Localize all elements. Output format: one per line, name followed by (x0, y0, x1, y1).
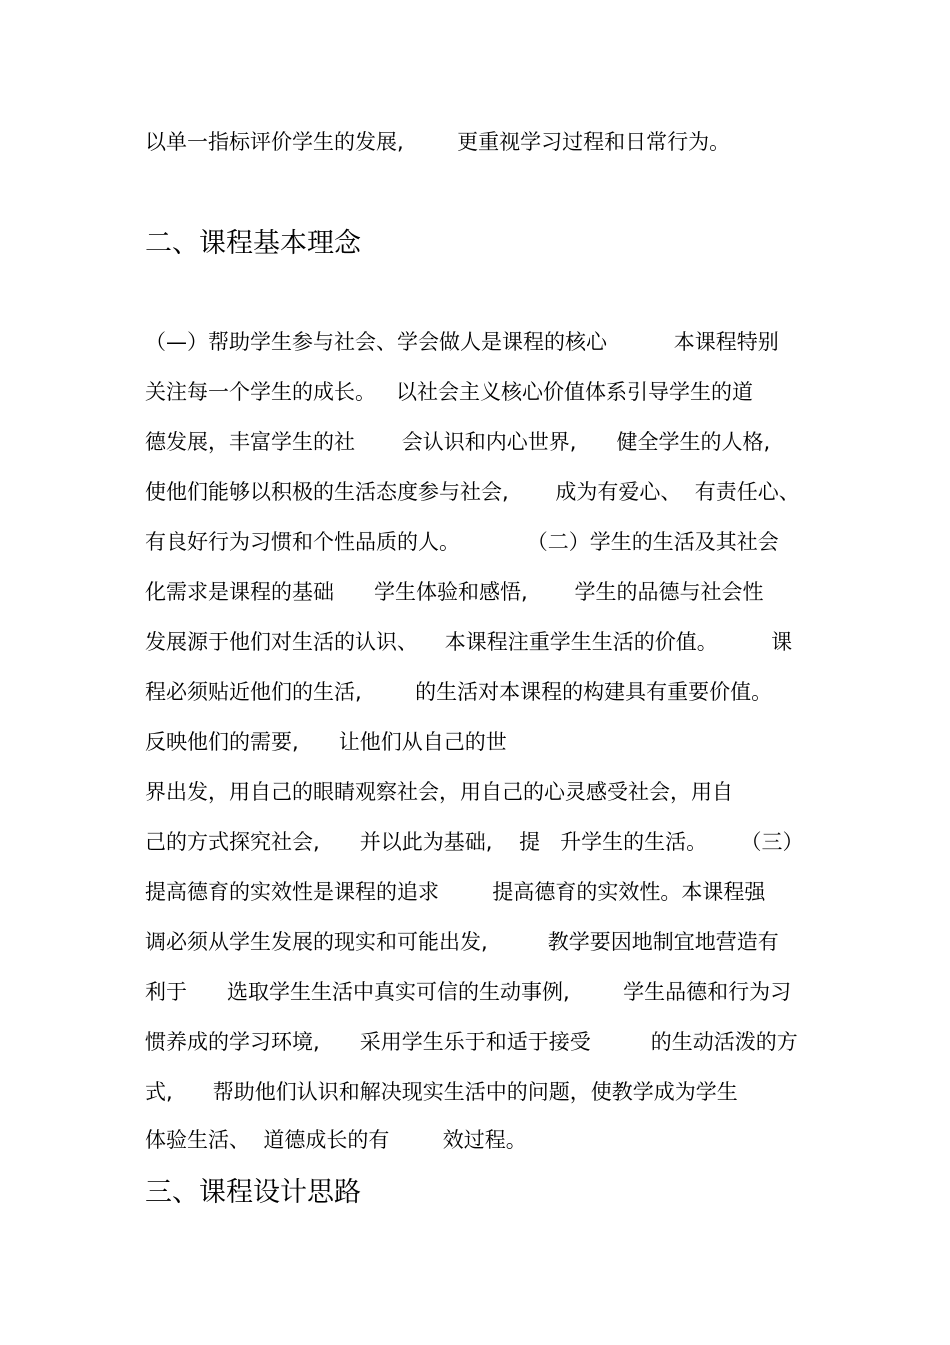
body-line: 式, 帮助他们认识和解决现实生活中的问题，使教学成为学生 (145, 1080, 738, 1104)
body-line: 体验生活、 道德成长的有 效过程。 (145, 1128, 527, 1152)
body-line: 德发展，丰富学生的社 会认识和内心世界, 健全学生的人格, (145, 430, 771, 454)
body-line: 使他们能够以积极的生活态度参与社会, 成为有爱心、 有责任心、 (145, 480, 800, 504)
body-line: 有良好行为习惯和个性品质的人。 （二）学生的生活及其社会 (145, 530, 779, 554)
section-heading-2: 二、课程基本理念 (145, 228, 361, 259)
body-line: 关注每一个学生的成长。 以社会主义核心价值体系引导学生的道 (145, 380, 754, 404)
body-line: 利于 选取学生生活中真实可信的生动事例, 学生品德和行为习 (145, 980, 792, 1004)
body-line: 提高德育的实效性是课程的追求 提高德育的实效性。本课程强 (145, 880, 766, 904)
body-line: 化需求是课程的基础 学生体验和感悟, 学生的品德与社会性 (145, 580, 764, 604)
body-line: 反映他们的需要, 让他们从自己的世 (145, 730, 507, 754)
body-line: 惯养成的学习环境, 采用学生乐于和适于接受 的生动活泼的方 (145, 1030, 798, 1054)
body-line: 程必须贴近他们的生活, 的生活对本课程的构建具有重要价值。 (145, 680, 773, 704)
body-line: （—）帮助学生参与社会、学会做人是课程的核心 本课程特别 (145, 330, 779, 354)
body-line: 调必须从学生发展的现实和可能出发, 教学要因地制宜地营造有 (145, 930, 779, 954)
body-line: 发展源于他们对生活的认识、 本课程注重学生生活的价值。 课 (145, 630, 793, 654)
intro-paragraph-line: 以单一指标评价学生的发展, 更重视学习过程和日常行为。 (145, 130, 731, 154)
section-heading-3: 三、课程设计思路 (145, 1177, 361, 1208)
body-line: 己的方式探究社会, 并以此为基础, 提 升学生的生活。 （三） (145, 830, 804, 854)
body-line: 界出发，用自己的眼睛观察社会，用自己的心灵感受社会，用自 (145, 780, 733, 804)
